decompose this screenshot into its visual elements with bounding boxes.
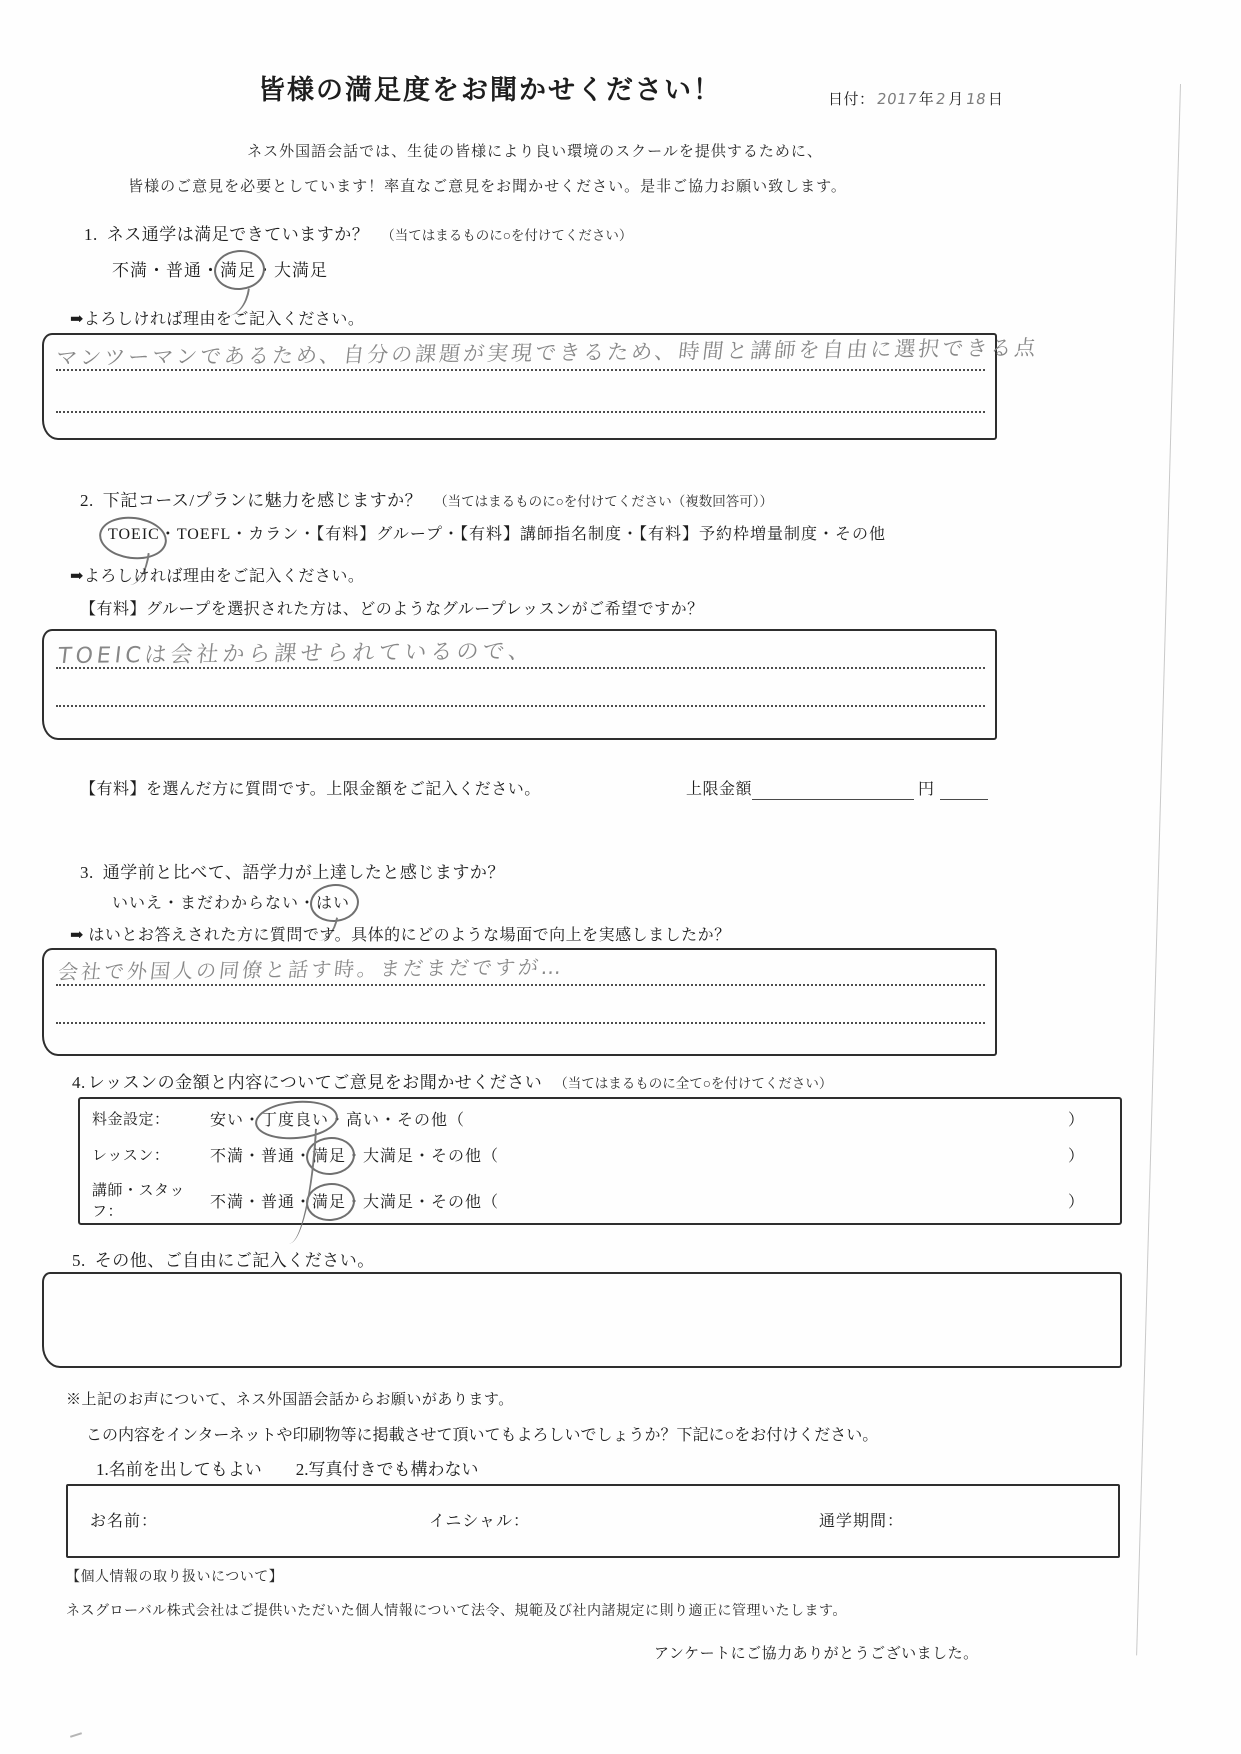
rating-row-price-options	[210, 1107, 465, 1130]
publication-note-1: ※上記のお声について、ネス外国語会話からお願いがあります。	[66, 1392, 514, 1408]
rating-row-price-label: 料金設定：	[92, 1112, 170, 1128]
enrollment-period-label: 通学期間：	[819, 1513, 905, 1530]
q2-options-after: ・TOEFL・カラン・【有料】グループ・【有料】講師指名制度・【有料】予約枠増量制度・その他	[159, 526, 887, 543]
question-3-options	[112, 890, 350, 913]
q2-group-question: 【有料】グループを選択された方は、どのようなグループレッスンがご希望ですか？	[80, 601, 704, 618]
scan-edge-artifact	[1136, 84, 1181, 1655]
name-label: お名前：	[90, 1513, 159, 1530]
question-2-hint: （当てはまるものに○を付けてください（複数回答可））	[434, 494, 774, 509]
price-unit-label: 円	[918, 781, 935, 798]
question-2-number: 2.	[80, 491, 94, 510]
date-month-handwritten: 2	[934, 90, 948, 108]
question-2-text: 下記コース/プランに魅力を感じますか？	[102, 491, 423, 510]
q4r1-options-after: ・大満足・その他（	[346, 1148, 500, 1165]
question-4	[72, 1068, 832, 1093]
date-month-unit: 月	[948, 92, 964, 108]
q4r2-options-before: 不満・普通・	[210, 1193, 313, 1211]
answer-box-q3	[42, 948, 997, 1056]
handwritten-answer-q3: 会社で外国人の同僚と話す時。まだまだですが…	[56, 954, 566, 985]
q2-reason-prompt: ➡よろしければ理由をご記入ください。	[70, 568, 365, 585]
q4r0-circled-option: 丁度良い	[261, 1107, 329, 1130]
q4r2-options-after: ・大満足・その他（	[346, 1193, 500, 1211]
question-2-options	[108, 521, 886, 544]
scan-speck	[70, 1732, 82, 1738]
name-entry-box	[66, 1484, 1120, 1558]
date-day-handwritten: 18	[964, 90, 988, 108]
answer-box-q2	[42, 629, 997, 740]
handwritten-answer-q1: マンツーマンであるため、自分の課題が実現できるため、時間と講師を自由に選択できる点	[54, 335, 1040, 371]
intro-line-1: ネス外国語会話では、生徒の皆様により良い環境のスクールを提供するために、	[247, 144, 823, 160]
date-day-unit: 日	[987, 92, 1004, 108]
initial-label: イニシャル：	[429, 1513, 531, 1530]
date-field	[828, 88, 1003, 109]
q1-options-before: 不満・普通・	[112, 261, 220, 280]
dotted-writing-line	[56, 411, 985, 413]
q4r2-circled-option: 満足	[312, 1189, 346, 1212]
q3-followup-prompt: ➡ はいとお答えされた方に質問です。具体的にどのような場面で向上を実感しましたか？	[70, 927, 731, 944]
q2-price-question: 【有料】を選んだ方に質問です。上限金額をご記入ください。	[80, 781, 541, 798]
rating-row-price-close-paren: ）	[1067, 1112, 1084, 1129]
date-year-handwritten: 2017	[875, 90, 918, 108]
question-2	[80, 486, 773, 511]
price-limit-label: 上限金額	[686, 781, 753, 798]
q1-circled-option: 満足	[220, 256, 256, 281]
dotted-writing-line	[56, 667, 985, 669]
question-1-options	[112, 256, 328, 281]
question-5-number: 5.	[72, 1251, 86, 1270]
dotted-writing-line	[56, 705, 985, 707]
rating-row-lesson-close-paren: ）	[1067, 1148, 1084, 1165]
question-3-number: 3.	[80, 863, 94, 882]
q4r0-options-after: ・高い・その他（	[329, 1112, 466, 1129]
free-comment-box	[42, 1272, 1122, 1368]
handwritten-answer-q2: TOEICは会社から課せられているので、	[56, 639, 536, 670]
q2-circled-option: TOEIC	[108, 526, 160, 543]
date-label: 日付：	[828, 92, 875, 108]
rating-row-staff-options	[210, 1189, 499, 1212]
q3-options-before: いいえ・まだわからない・	[112, 895, 317, 912]
rating-row-staff	[92, 1179, 1110, 1221]
q1-options-after: ・大満足	[256, 261, 328, 280]
intro-line-2: 皆様のご意見を必要としています！率直なご意見をお聞かせください。是非ご協力お願い致します。	[128, 179, 847, 195]
price-unit-writing-line	[940, 799, 988, 800]
dotted-writing-line	[56, 984, 985, 986]
ratings-table-box	[78, 1097, 1122, 1225]
question-1-hint: （当てはまるものに○を付けてください）	[381, 228, 633, 243]
rating-row-lesson	[92, 1143, 1110, 1166]
form-title: 皆様の満足度をお聞かせください！	[258, 75, 722, 105]
question-3-text: 通学前と比べて、語学力が上達したと感じますか？	[102, 863, 505, 882]
question-3	[80, 858, 505, 883]
question-4-hint: （当てはまるものに全て○を付けてください）	[554, 1076, 833, 1091]
rating-row-lesson-label: レッスン：	[92, 1148, 170, 1164]
question-1-text: ネス通学は満足できていますか？	[106, 225, 370, 244]
question-1-number: 1.	[84, 225, 98, 244]
rating-row-price	[92, 1107, 1110, 1130]
publication-note-2: この内容をインターネットや印刷物等に掲載させて頂いてもよろしいでしょうか？下記に○をお付けください。	[86, 1427, 879, 1444]
rating-row-lesson-options	[210, 1143, 499, 1166]
publication-consent-options: 1.名前を出してもよい 2.写真付きでも構わない	[96, 1460, 479, 1479]
answer-box-q1	[42, 333, 1040, 440]
question-5	[72, 1246, 375, 1271]
dotted-writing-line	[56, 369, 985, 371]
rating-row-staff-label: 講師・スタッフ：	[92, 1183, 186, 1220]
q1-reason-prompt: ➡よろしければ理由をご記入ください。	[70, 311, 365, 328]
q3-circled-option: はい	[316, 890, 350, 913]
question-4-text: レッスンの金額と内容についてご意見をお聞かせください	[87, 1073, 543, 1092]
date-year-unit: 年	[918, 92, 935, 108]
dotted-writing-line	[56, 1022, 985, 1024]
question-5-text: その他、ご自由にご記入ください。	[94, 1251, 375, 1270]
rating-row-staff-close-paren: ）	[1067, 1193, 1084, 1211]
question-1	[84, 220, 632, 245]
question-4-number: 4.	[72, 1073, 86, 1092]
q4r1-circled-option: 満足	[312, 1143, 346, 1166]
q4r0-options-before: 安い・	[210, 1112, 262, 1129]
price-amount-writing-line	[752, 799, 914, 800]
privacy-statement: ネスグローバル株式会社はご提供いただいた個人情報について法令、規範及び社内諸規定に則り適正に管理いたします。	[66, 1604, 847, 1619]
privacy-section-title: 【個人情報の取り扱いについて】	[66, 1570, 284, 1585]
q4r1-options-before: 不満・普通・	[210, 1148, 313, 1165]
thanks-message: アンケートにご協力ありがとうございました。	[654, 1646, 979, 1662]
